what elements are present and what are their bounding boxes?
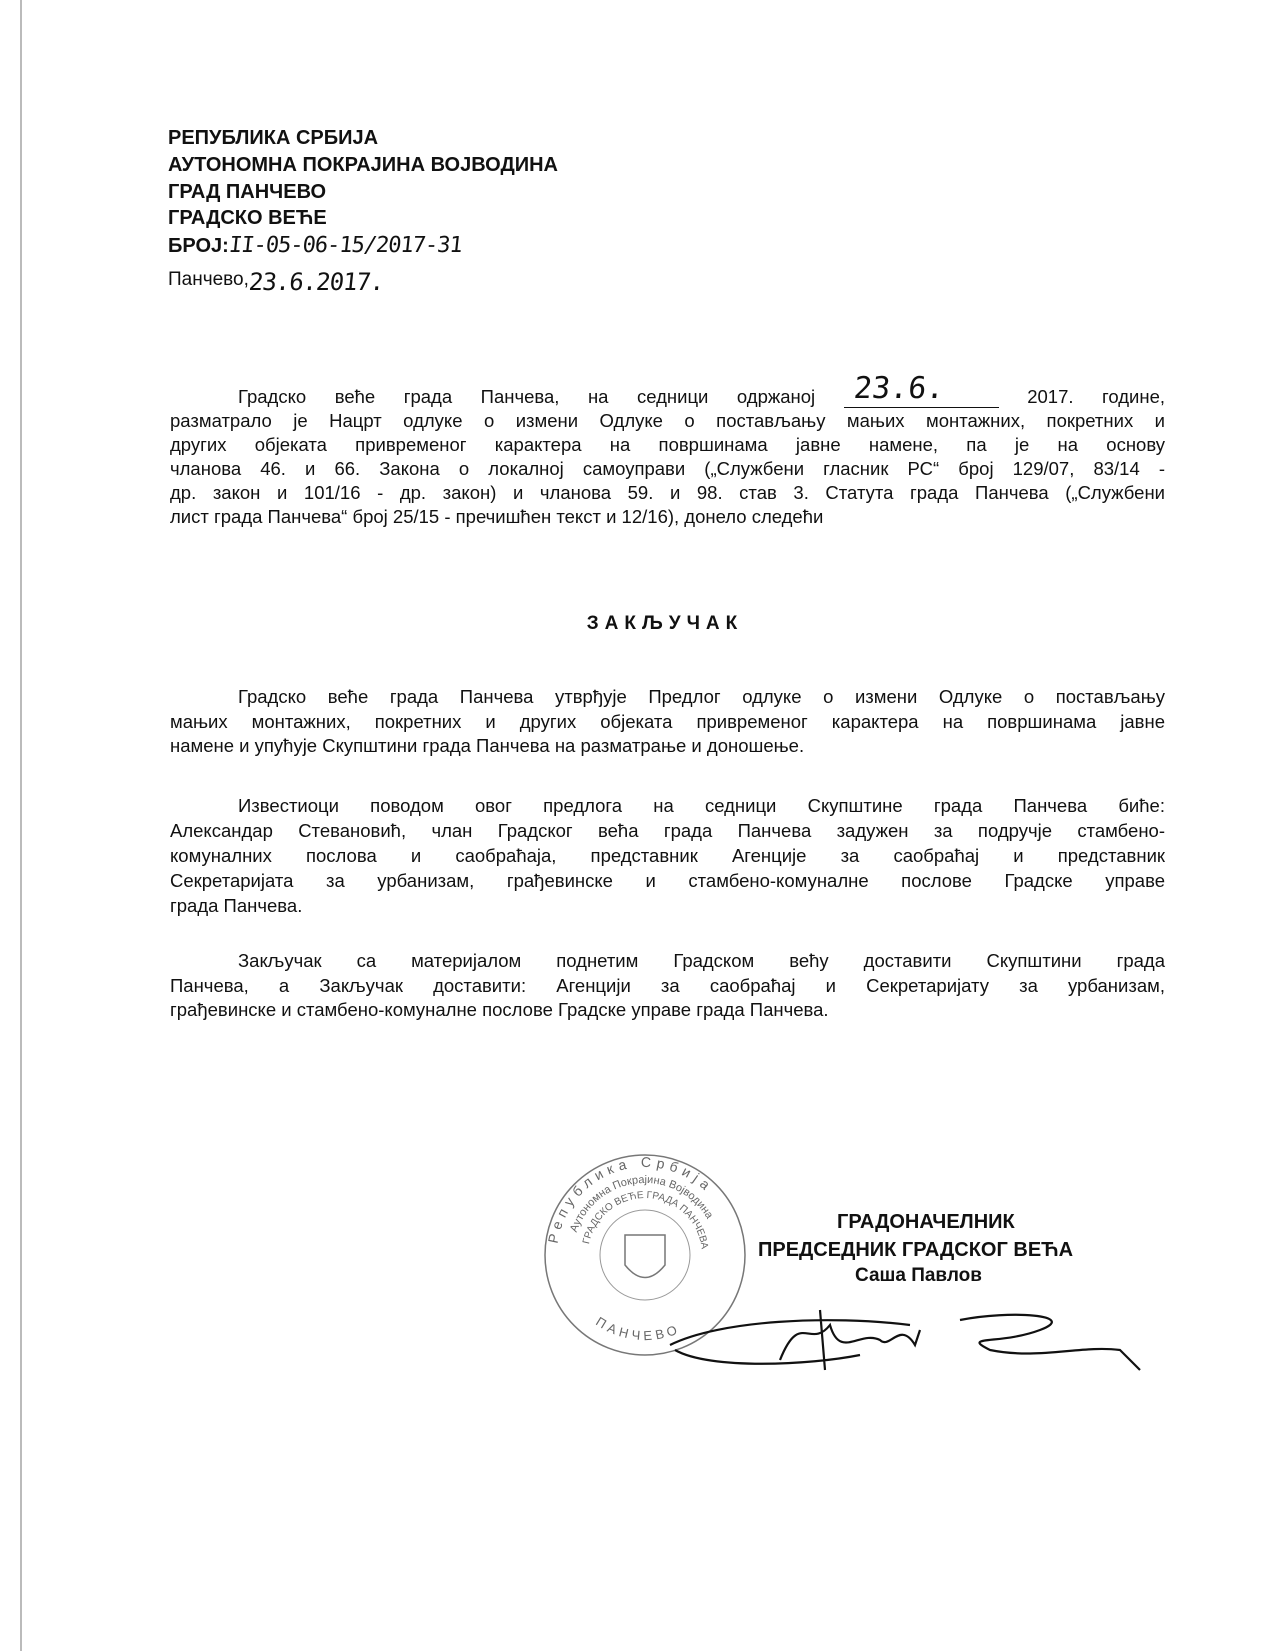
p4-line: Панчева, а Закључак доставити: Агенцији за саобраћај и Секретаријату за урбанизам, (170, 975, 1165, 996)
date-value: 23.6.2017. (247, 268, 385, 296)
document-title: ЗАКЉУЧАК (586, 613, 744, 634)
stamp-outer-text: Република Србија (544, 1153, 718, 1245)
intro-line: разматрало је Нацрт одлуке о измени Одлуке о постављању мањих монтажних, покретних и (170, 410, 1165, 431)
p2-line: мањих монтажних, покретних и других објеката привременог карактера на површинама јавне (170, 711, 1165, 732)
stamp-bottom-text: ПАНЧЕВО (593, 1313, 683, 1344)
intro-line: чланова 46. и 66. Закона о локалној самоуправи („Службени гласник РС“ број 129/07, 83/14 - (170, 458, 1165, 479)
intro-line: лист града Панчева“ број 25/15 - пречишћен текст и 12/16), донело следећи (170, 506, 824, 527)
p3-line: комуналних послова и саобраћаја, представник Агенције за саобраћај и представник (170, 845, 1165, 866)
intro-text: 2017. године, (1027, 386, 1166, 407)
signatory-title-president: ПРЕДСЕДНИК ГРАДСКОГ ВЕЋА (758, 1239, 1074, 1261)
p3-line: града Панчева. (170, 895, 303, 916)
stamp-middle-text: Аутономна Покрајина Војводина (568, 1173, 716, 1234)
session-date-blank (844, 371, 999, 408)
intro-line-1 (238, 371, 1166, 408)
signatory-name: Саша Павлов (855, 1265, 982, 1286)
header-council: ГРАДСКО ВЕЋЕ (168, 207, 327, 229)
header-city: ГРАД ПАНЧЕВО (168, 181, 327, 203)
header-province: АУТОНОМНА ПОКРАЈИНА ВОЈВОДИНА (168, 154, 558, 176)
p4-line: Закључак са материјалом поднетим Градском већу доставити Скупштини града (238, 950, 1165, 971)
place-label: Панчево, (168, 269, 249, 290)
header-number (168, 235, 461, 257)
scan-edge (20, 0, 22, 1651)
p3-line: Александар Стевановић, члан Градског већа града Панчева задужен за подручје стамбено- (170, 820, 1165, 841)
header-place-date (168, 265, 385, 296)
signatory-title-mayor: ГРАДОНАЧЕЛНИК (837, 1211, 1015, 1233)
number-label: БРОЈ: (168, 235, 229, 257)
p3-line: Известиоци поводом овог предлога на седници Скупштине града Панчева биће: (238, 795, 1165, 816)
number-value: II-05-06-15/2017-31 (227, 233, 463, 258)
handwritten-signature (660, 1290, 1150, 1380)
header-country: РЕПУБЛИКА СРБИЈА (168, 127, 379, 149)
intro-text: Градско веће града Панчева, на седници одржаној (238, 386, 816, 407)
session-date: 23.6. (851, 371, 946, 406)
p4-line: грађевинске и стамбено-комуналне послове Градске управе града Панчева. (170, 999, 829, 1020)
intro-line: др. закон и 101/16 - др. закон) и чланова 59. и 98. став 3. Статута града Панчева („Службени (170, 482, 1165, 503)
p2-line: намене и упућује Скупштини града Панчева на разматрање и доношење. (170, 735, 805, 756)
stamp-inner-text: ГРАДСКО ВЕЋЕ ГРАДА ПАНЧЕВА (581, 1189, 710, 1250)
p3-line: Секретаријата за урбанизам, грађевинске и стамбено-комуналне послове Градске управе (170, 870, 1165, 891)
intro-line: других објеката привременог карактера на површинама јавне намене, па је на основу (170, 434, 1165, 455)
p2-line: Градско веће града Панчева утврђује Предлог одлуке о измени Одлуке о постављању (238, 686, 1165, 707)
